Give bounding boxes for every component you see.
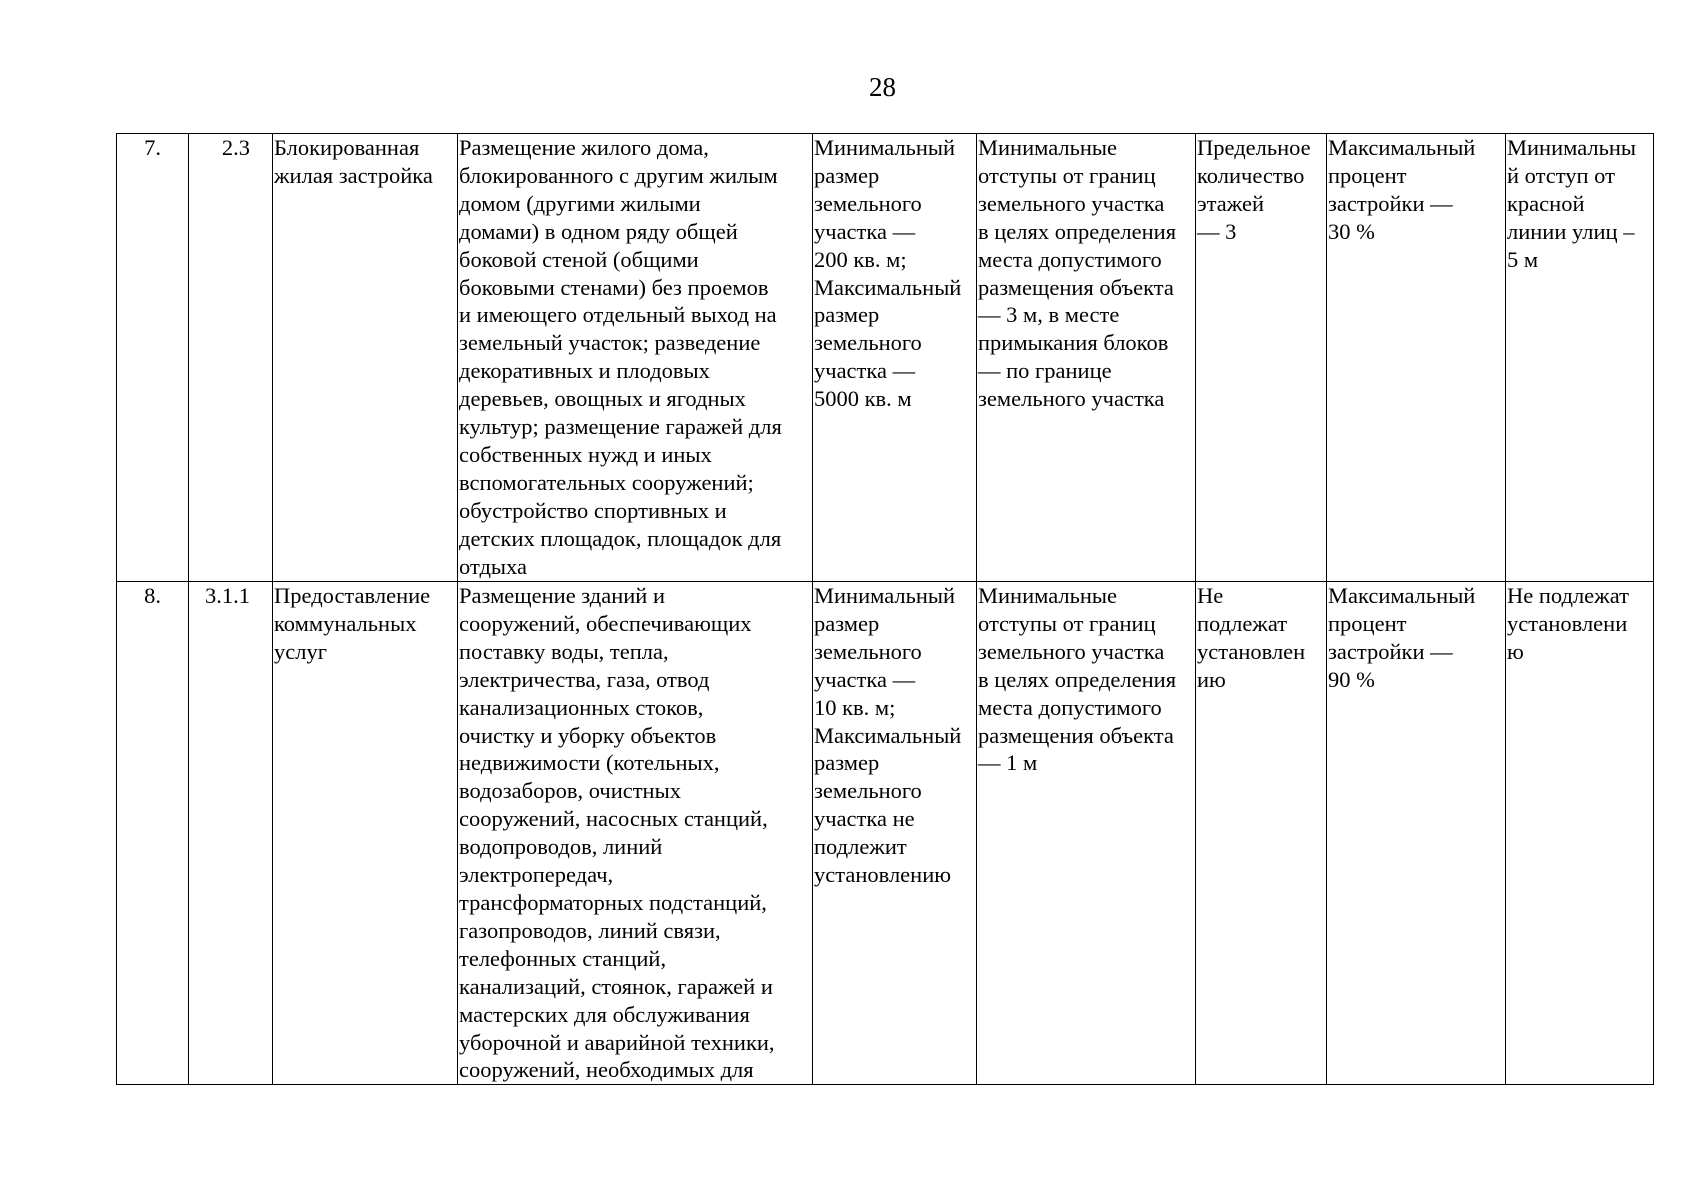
land-use-table — [116, 133, 1654, 1085]
setbacks-cell: Минимальные отступы от границ земельного участка в целях определения места допустимого размещения объекта — 3 м, в месте примыкания блоков — по границе земельного участка — [977, 134, 1196, 582]
row-number-cell: 7. — [117, 134, 189, 582]
row-number-cell: 8. — [117, 582, 189, 1085]
table-row — [117, 582, 1654, 1085]
use-name-cell: Блокированная жилая застройка — [273, 134, 458, 582]
use-name-cell: Предоставление коммунальных услуг — [273, 582, 458, 1085]
red-line-cell: Не подлежат установлени ю — [1506, 582, 1654, 1085]
plot-size-cell: Минимальный размер земельного участка — 10 кв. м; Максимальный размер земельного участка не подлежит установлению — [813, 582, 977, 1085]
use-code-cell: 2.3 — [189, 134, 273, 582]
floors-cell: Не подлежат установлен ию — [1196, 582, 1327, 1085]
use-description-cell: Размещение зданий и сооружений, обеспечивающих поставку воды, тепла, электричества, газа, отвод канализационных стоков, очистку и уборку объектов недвижимости (котельных, водозаборов, очистных сооружений, насосных станций, водопроводов, линий электропередач, трансформаторных подстанций, газопроводов, линий связи, телефонных станций, канализаций, стоянок, гаражей и мастерских для обслуживания уборочной и аварийной техники, сооружений, необходимых для — [458, 582, 813, 1085]
table-row — [117, 134, 1654, 582]
plot-size-cell: Минимальный размер земельного участка — 200 кв. м; Максимальный размер земельного участка — 5000 кв. м — [813, 134, 977, 582]
red-line-cell: Минимальны й отступ от красной линии улиц – 5 м — [1506, 134, 1654, 582]
coverage-cell: Максимальный процент застройки — 30 % — [1327, 134, 1506, 582]
use-description-cell: Размещение жилого дома, блокированного с другим жилым домом (другими жилыми домами) в одном ряду общей боковой стеной (общими боковыми стенами) без проемов и имеющего отдельный выход на земельный участок; разведение декоративных и плодовых деревьев, овощных и ягодных культур; размещение гаражей для собственных нужд и иных вспомогательных сооружений; обустройство спортивных и детских площадок, площадок для отдыха — [458, 134, 813, 582]
use-code-cell: 3.1.1 — [189, 582, 273, 1085]
page-number: 28 — [869, 72, 896, 102]
setbacks-cell: Минимальные отступы от границ земельного участка в целях определения места допустимого размещения объекта — 1 м — [977, 582, 1196, 1085]
coverage-cell: Максимальный процент застройки — 90 % — [1327, 582, 1506, 1085]
floors-cell: Предельное количество этажей — 3 — [1196, 134, 1327, 582]
